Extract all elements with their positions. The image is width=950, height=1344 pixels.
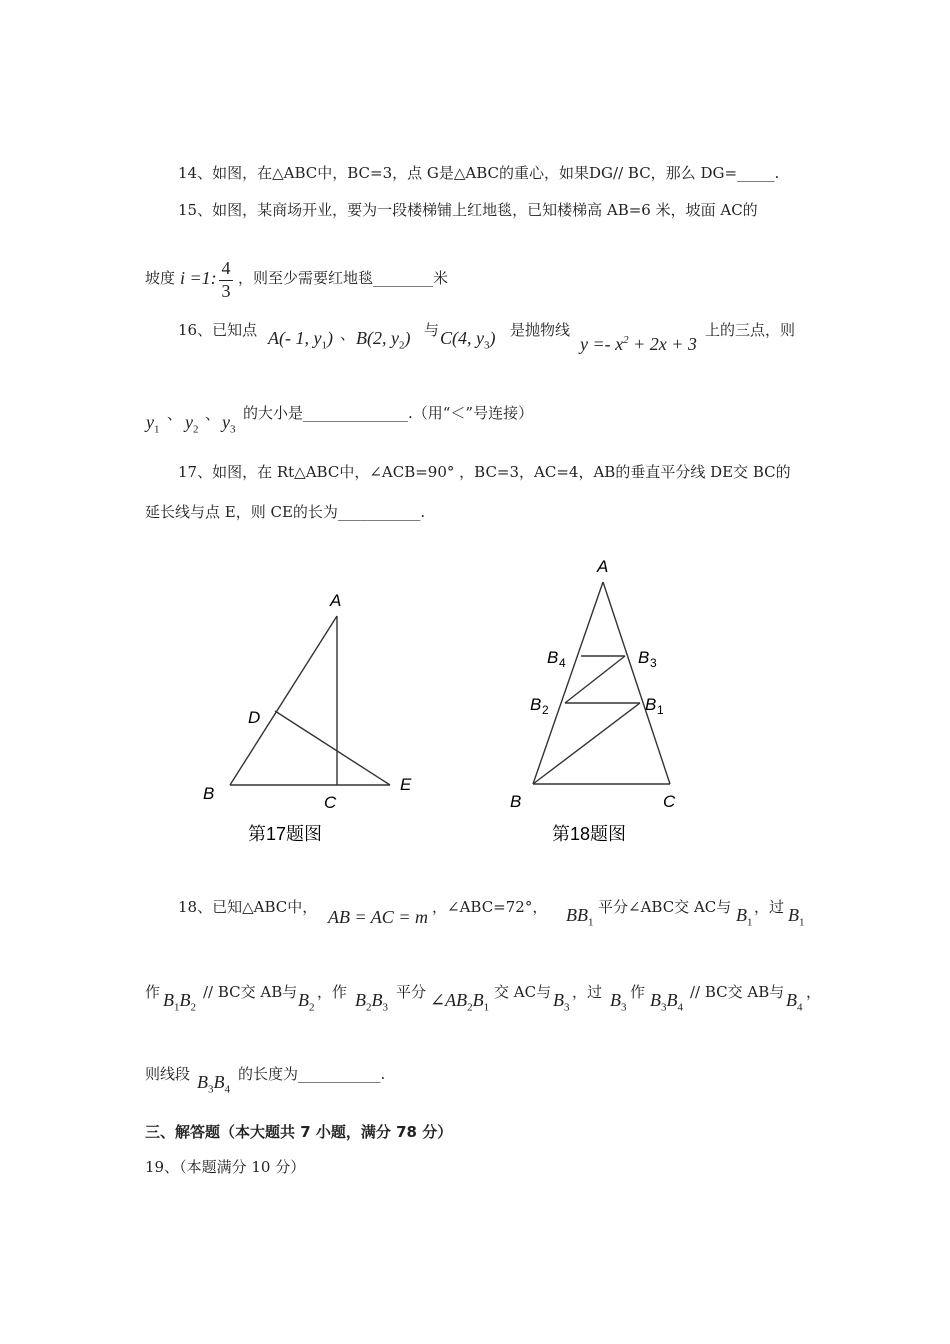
question-15-ratio: i =1:	[180, 268, 217, 288]
label-b4: B	[547, 648, 559, 667]
q18-l2-a: // BC交 AB与	[203, 983, 298, 1001]
figure-18	[500, 550, 710, 850]
q18-l2-d: 交 AC与	[494, 983, 552, 1001]
question-16-tail: 上的三点，则	[705, 321, 796, 339]
q18-l2-h: ，	[806, 983, 822, 1001]
label-b: B	[203, 784, 215, 803]
label-b2-sub: 2	[542, 703, 549, 717]
point-b1-b: $B_1$	[788, 905, 805, 929]
point-b1-a: $B_1$	[736, 905, 753, 929]
sep-1: 、	[340, 325, 356, 343]
figure-17	[190, 580, 430, 850]
seg-b3b4-answer: $B_3B_4$	[197, 1072, 230, 1096]
point-b3-a: $B_3$	[553, 990, 570, 1014]
label-b1-sub: 1	[657, 703, 664, 717]
fraction-denominator: 3	[221, 281, 231, 301]
point-c: C(4, $y_3$)	[440, 328, 496, 352]
label-b1: B	[645, 695, 657, 714]
y3: $y_3$	[222, 412, 236, 436]
q18-l2-b: ，作	[317, 983, 348, 1001]
label-b: B	[510, 792, 522, 811]
question-19: 19、（本题满分 10 分）	[145, 1158, 306, 1176]
question-15-line1: 15、如图，某商场开业，要为一段楼梯铺上红地毯，已知楼梯高 AB=6 米，坡面 AC的	[178, 201, 758, 219]
label-b4-sub: 4	[559, 656, 566, 670]
line-b2b3	[565, 656, 625, 703]
q18-bisect: 平分∠ABC交 AC与	[598, 898, 732, 916]
side-ab	[533, 582, 603, 784]
eq-ab-ac-m: AB = AC = m	[328, 907, 428, 927]
q18-l2-c: 平分	[396, 983, 427, 1001]
question-16-line2: 的大小是______________.（用“＜”号连接）	[243, 404, 534, 422]
q18-l3-b: 的长度为___________.	[238, 1065, 386, 1083]
slope-fraction	[219, 258, 233, 304]
question-16-lead: 16、已知点	[178, 321, 258, 339]
side-ab	[230, 616, 337, 785]
seg-b3b4: $B_3B_4$	[650, 990, 683, 1014]
caption-17: 第17题图	[248, 824, 323, 844]
sep-3: 、	[167, 405, 183, 423]
point-a: A(- 1, $y_1$)	[268, 328, 333, 352]
question-14: 14、如图，在△ABC中，BC=3，点 G是△ABC的重心，如果DG// BC，那么 DG=_____.	[178, 164, 780, 182]
q18-angle: ，∠ABC=72°，	[432, 898, 548, 916]
side-ac	[603, 582, 670, 784]
y1: $y_1$	[146, 412, 160, 436]
q18-l3-a: 则线段	[145, 1065, 191, 1083]
parabola-equation: $y =- x^2 + 2x + 3$	[580, 334, 697, 354]
section-3-heading: 三、解答题（本大题共 7 小题，满分 78 分）	[145, 1123, 453, 1141]
seg-b2b3: $B_2B_3$	[355, 990, 388, 1014]
question-16-mid: 是抛物线	[510, 321, 571, 339]
label-b3-sub: 3	[650, 656, 657, 670]
fraction-numerator: 4	[221, 258, 231, 278]
caption-18: 第18题图	[552, 824, 627, 844]
seg-b1b2: $B_1B_2$	[163, 990, 196, 1014]
y2: $y_2$	[185, 412, 199, 436]
seg-bb1: $BB_1$	[566, 905, 594, 929]
sep-2: 与	[424, 321, 440, 339]
label-a: A	[597, 557, 609, 576]
question-17-line1: 17、如图，在 Rt△ABC中，∠ACB=90° ，BC=3，AC=4，AB的垂直平分线 DE交 BC的	[178, 463, 791, 481]
point-b4: $B_4$	[786, 990, 803, 1014]
label-b2: B	[530, 695, 542, 714]
label-e: E	[400, 775, 412, 794]
label-a: A	[330, 591, 342, 610]
point-b: B(2, $y_2$)	[356, 328, 411, 352]
q18-pass: ，过	[754, 898, 785, 916]
point-b2: $B_2$	[298, 990, 315, 1014]
question-17-line2: 延长线与点 E，则 CE的长为___________.	[145, 503, 426, 521]
angle-ab2b1: $\angle AB_2B_1$	[430, 990, 490, 1014]
label-c: C	[324, 793, 337, 812]
label-d: D	[248, 708, 261, 727]
question-15-suffix: ，则至少需要红地毯________米	[238, 269, 449, 287]
label-b3: B	[638, 648, 650, 667]
question-18-lead: 18、已知△ABC中，	[178, 898, 318, 916]
line-de	[275, 711, 390, 785]
question-15-prefix: 坡度	[145, 269, 176, 287]
q18-zuo: 作	[145, 983, 161, 1001]
q18-l2-f: 作	[630, 983, 646, 1001]
q18-l2-g: // BC交 AB与	[690, 983, 785, 1001]
sep-4: 、	[205, 405, 221, 423]
point-b3-b: $B_3$	[610, 990, 627, 1014]
q18-l2-e: ，过	[572, 983, 603, 1001]
label-c: C	[663, 792, 676, 811]
line-bb1	[533, 703, 640, 784]
